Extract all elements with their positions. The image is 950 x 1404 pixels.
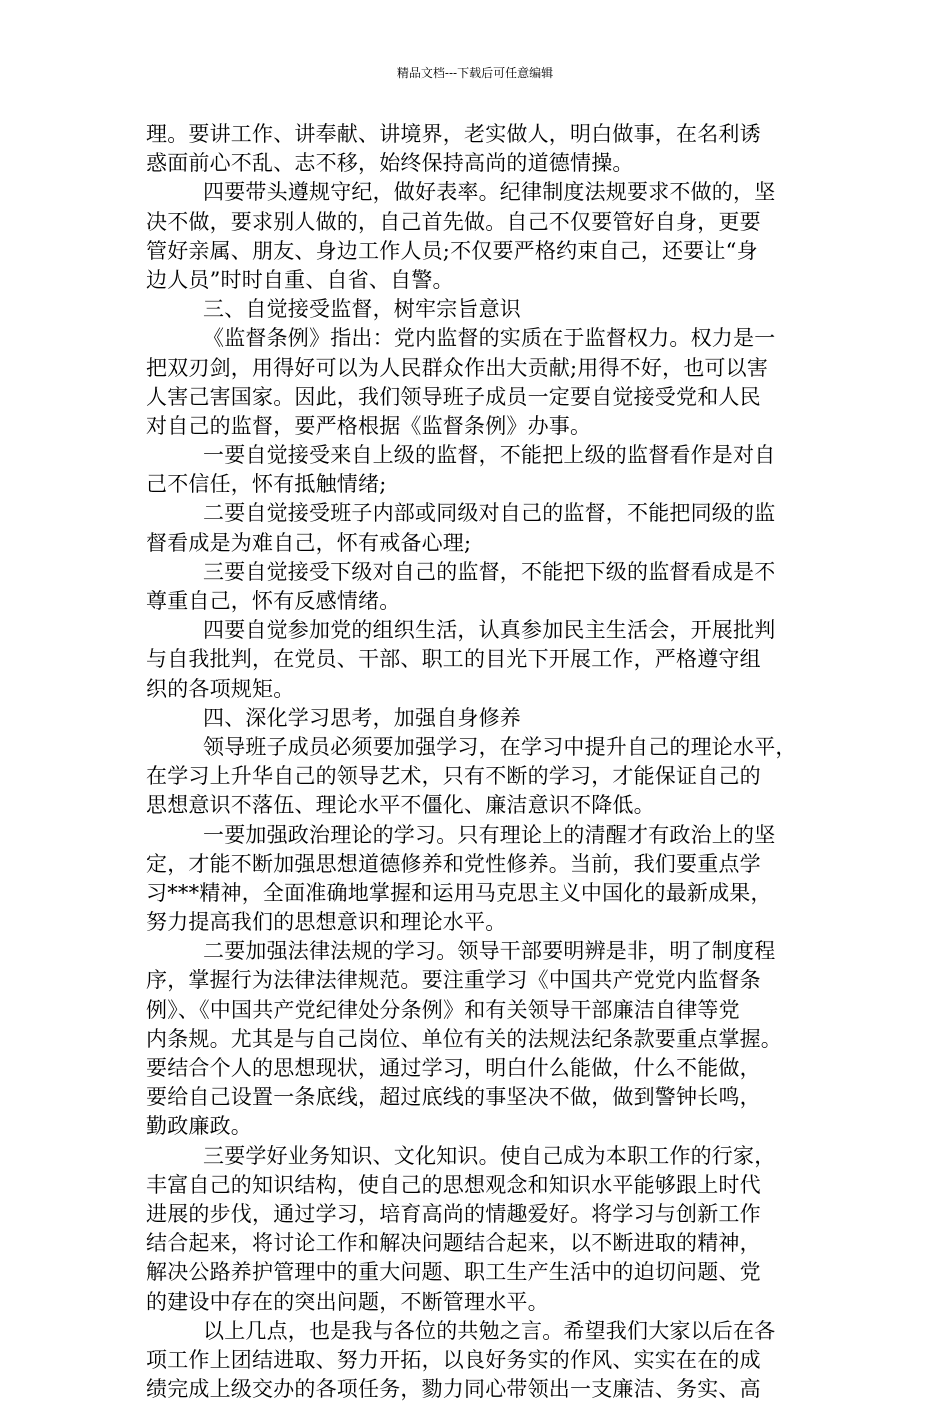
text-line: 二要加强法律法规的学习。领导干部要明辨是非，明了制度程 xyxy=(203,939,776,964)
text-line: 己不信任，怀有抵触情绪; xyxy=(146,472,387,497)
text-line: 习***精神，全面准确地掌握和运用马克思主义中国化的最新成果， xyxy=(146,880,772,905)
text-line: 绩完成上级交办的各项任务，勠力同心带领出一支廉洁、务实、高 xyxy=(146,1377,761,1402)
document-body xyxy=(146,120,806,1404)
text-line: 序，掌握行为法律法律规范。要注重学习《中国共产党党内监督条 xyxy=(146,968,761,993)
text-line: 思想意识不落伍、理论水平不僵化、廉洁意识不降低。 xyxy=(146,793,655,818)
text-line: 织的各项规矩。 xyxy=(146,676,295,701)
text-line: 一要加强政治理论的学习。只有理论上的清醒才有政治上的坚 xyxy=(203,822,776,847)
text-line: 以上几点，也是我与各位的共勉之言。希望我们大家以后在各 xyxy=(203,1318,776,1343)
text-line: 人害己害国家。因此，我们领导班子成员一定要自觉接受党和人民 xyxy=(146,384,761,409)
text-line: 与自我批判，在党员、干部、职工的目光下开展工作，严格遵守组 xyxy=(146,647,761,672)
page-header: 精品文档---下载后可任意编辑 xyxy=(396,66,554,80)
text-line: 督看成是为难自己，怀有戒备心理; xyxy=(146,530,472,555)
text-line: 对自己的监督，要严格根据《监督条例》办事。 xyxy=(146,413,592,438)
text-line: 尊重自己，怀有反感情绪。 xyxy=(146,589,401,613)
text-line: 惑面前心不乱、志不移，始终保持高尚的道德情操。 xyxy=(146,151,634,176)
text-line: 要结合个人的思想现状，通过学习，明白什么能做，什么不能做， xyxy=(146,1056,761,1080)
text-line: 勤政廉政。 xyxy=(146,1114,252,1139)
text-line: 四要带头遵规守纪，做好表率。纪律制度法规要求不做的，坚 xyxy=(203,180,776,205)
text-line: 把双刃剑，用得好可以为人民群众作出大贡献;用得不好，也可以害 xyxy=(146,355,769,380)
text-line: 的建设中存在的突出问题，不断管理水平。 xyxy=(146,1289,549,1314)
text-line: 例》、《中国共产党纪律处分条例》和有关领导干部廉洁自律等党 xyxy=(146,997,740,1022)
text-line: 项工作上团结进取、努力开拓，以良好务实的作风、实实在在的成 xyxy=(146,1347,761,1372)
text-line: 四、深化学习思考，加强自身修养 xyxy=(203,705,521,730)
text-line: 三、自觉接受监督，树牢宗旨意识 xyxy=(203,297,521,322)
text-line: 在学习上升华自己的领导艺术，只有不断的学习，才能保证自己的 xyxy=(146,764,761,789)
text-line: 定，才能不断加强思想道德修养和党性修养。当前，我们要重点学 xyxy=(146,851,761,876)
text-line: 三要学好业务知识、文化知识。使自己成为本职工作的行家， xyxy=(203,1143,776,1168)
text-line: 二要自觉接受班子内部或同级对自己的监督，不能把同级的监 xyxy=(203,501,776,526)
text-line: 解决公路养护管理中的重大问题、职工生产生活中的迫切问题、党 xyxy=(146,1260,761,1285)
text-line: 《监督条例》指出：党内监督的实质在于监督权力。权力是一 xyxy=(203,326,776,351)
text-line: 丰富自己的知识结构，使自己的思想观念和知识水平能够跟上时代 xyxy=(146,1172,761,1197)
text-line: 理。要讲工作、讲奉献、讲境界，老实做人，明白做事，在名利诱 xyxy=(146,122,761,146)
text-line: 要给自己设置一条底线，超过底线的事坚决不做，做到警钟长鸣， xyxy=(146,1085,761,1110)
text-line: 边人员”时时自重、自省、自警。 xyxy=(146,267,454,292)
text-line: 努力提高我们的思想意识和理论水平。 xyxy=(146,910,507,935)
text-line: 决不做，要求别人做的，自己首先做。自己不仅要管好自身，更要 xyxy=(146,209,761,234)
text-line: 内条规。尤其是与自己岗位、单位有关的法规法纪条款要重点掌握。 xyxy=(146,1026,782,1051)
text-line: 结合起来，将讨论工作和解决问题结合起来，以不断进取的精神， xyxy=(146,1231,761,1256)
text-line: 一要自觉接受来自上级的监督，不能把上级的监督看作是对自 xyxy=(203,443,776,468)
text-line: 管好亲属、朋友、身边工作人员;不仅要严格约束自己，还要让“身 xyxy=(146,238,758,263)
text-line: 领导班子成员必须要加强学习，在学习中提升自己的理论水平， xyxy=(203,734,797,759)
text-line: 进展的步伐，通过学习，培育高尚的情趣爱好。将学习与创新工作 xyxy=(146,1201,761,1226)
text-line: 三要自觉接受下级对自己的监督，不能把下级的监督看成是不 xyxy=(203,559,776,584)
text-line: 四要自觉参加党的组织生活，认真参加民主生活会，开展批判 xyxy=(203,618,776,643)
